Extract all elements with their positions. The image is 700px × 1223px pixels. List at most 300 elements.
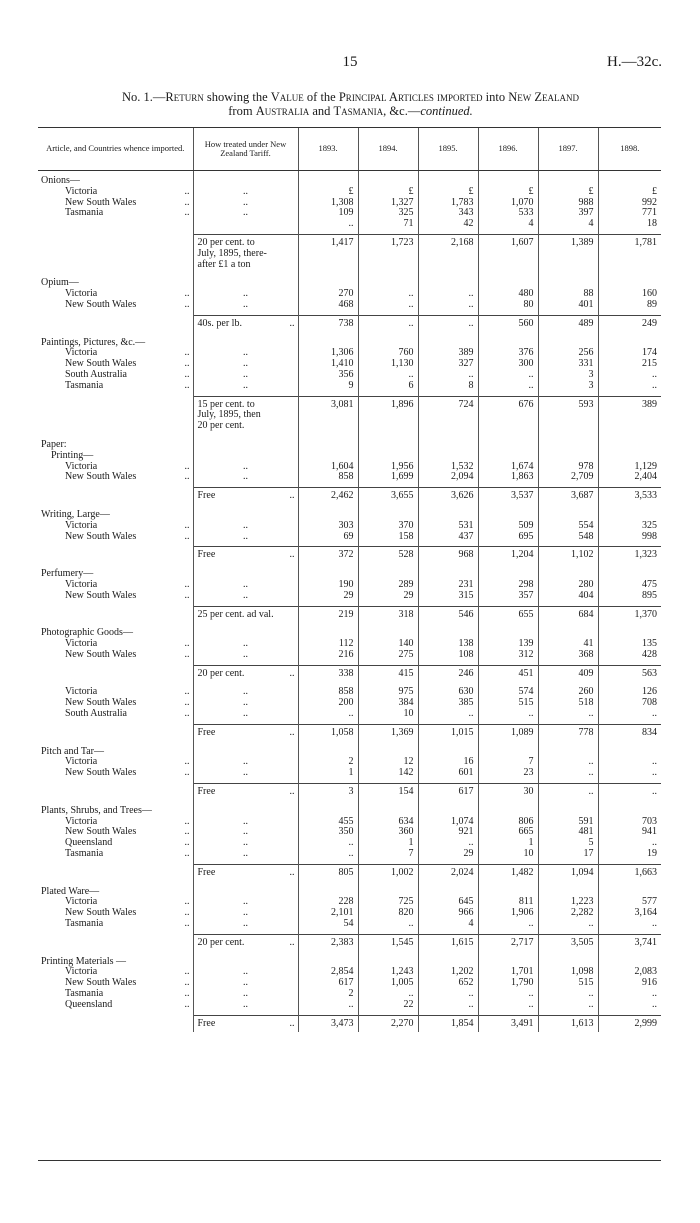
total-value: 1,102 bbox=[538, 547, 598, 564]
total-value: 528 bbox=[358, 547, 418, 564]
year-values: £ 992 771 18 bbox=[642, 185, 657, 230]
value-cell bbox=[538, 276, 598, 315]
tariff-text: 20 per cent. bbox=[197, 936, 245, 948]
year-values: 1,306 1,410 356 9 bbox=[331, 347, 354, 391]
value-cell bbox=[538, 745, 598, 784]
value-cell bbox=[298, 955, 358, 1015]
year-values: 2,083 916 .. .. bbox=[634, 966, 657, 1010]
total-value: 3,533 bbox=[598, 488, 661, 505]
leader-dots: .. bbox=[184, 368, 190, 380]
year-values: 811 1,906 .. bbox=[511, 896, 534, 930]
total-value: 1,615 bbox=[418, 934, 478, 951]
tariff-text: 25 per cent. ad val. bbox=[197, 608, 274, 620]
tariff-text: Free bbox=[197, 490, 216, 502]
leader-dots: .. bbox=[184, 686, 190, 698]
year-values: 591 481 5 17 bbox=[578, 815, 594, 860]
article-heading: Printing Materials — bbox=[41, 955, 126, 967]
header-row bbox=[38, 128, 661, 171]
leader-dots: .. bbox=[243, 471, 248, 483]
total-value: 3,537 bbox=[478, 488, 538, 505]
title-part: , &c.— bbox=[383, 104, 421, 118]
tariff-cell bbox=[193, 885, 298, 935]
tariff-cell bbox=[193, 508, 298, 547]
leader-dots: .. bbox=[289, 936, 295, 948]
tariff-treatment bbox=[193, 396, 298, 435]
total-value: 617 bbox=[418, 784, 478, 801]
column-header-article: Article, and Countries whence imported. bbox=[38, 128, 193, 171]
total-value: 1,417 bbox=[298, 234, 358, 273]
value-cell bbox=[598, 276, 661, 315]
country-line bbox=[41, 768, 190, 779]
country-name: Victoria bbox=[65, 460, 98, 472]
year-values: 475 895 bbox=[642, 578, 657, 601]
total-value: 451 bbox=[478, 665, 538, 682]
total-value: 2,383 bbox=[298, 934, 358, 951]
total-value: 1,663 bbox=[598, 864, 661, 881]
value-cell bbox=[298, 804, 358, 864]
article-cell bbox=[38, 567, 193, 606]
total-value: 655 bbox=[478, 606, 538, 623]
total-value: 2,462 bbox=[298, 488, 358, 505]
country-name: New South Wales bbox=[65, 589, 137, 601]
leader-dots: .. bbox=[243, 288, 248, 300]
total-value: 560 bbox=[478, 315, 538, 332]
bottom-rule bbox=[38, 1160, 661, 1161]
year-values: 760 1,130 .. 6 bbox=[391, 347, 414, 391]
total-row bbox=[38, 488, 661, 505]
country-name: New South Wales bbox=[65, 358, 137, 370]
year-values: 289 29 bbox=[398, 578, 414, 601]
year-values: £ 988 397 4 bbox=[578, 185, 594, 230]
article-cell bbox=[38, 745, 193, 784]
value-cell bbox=[298, 626, 358, 665]
leader-dots: .. bbox=[184, 471, 190, 483]
leader-dots: .. bbox=[184, 708, 190, 720]
leader-dots: .. bbox=[243, 697, 248, 709]
country-name: New South Wales bbox=[65, 530, 137, 542]
value-cell bbox=[358, 508, 418, 547]
year-values: 139 312 bbox=[518, 638, 534, 660]
leader-dots: .. bbox=[243, 207, 248, 219]
column-header-year: 1896. bbox=[478, 128, 538, 171]
year-values: 231 315 bbox=[458, 578, 474, 601]
value-cell bbox=[298, 508, 358, 547]
total-value: 409 bbox=[538, 665, 598, 682]
value-cell bbox=[298, 438, 358, 488]
leader-dots: .. bbox=[184, 358, 190, 370]
year-values: 531 437 bbox=[458, 519, 474, 542]
value-cell bbox=[538, 626, 598, 665]
country-name: Victoria bbox=[65, 288, 98, 300]
year-values: 260 518 .. bbox=[578, 686, 594, 720]
total-value: .. bbox=[358, 315, 418, 332]
leader-dots: .. bbox=[184, 519, 190, 531]
total-row bbox=[38, 864, 661, 881]
country-line bbox=[41, 532, 190, 543]
leader-dots: .. bbox=[184, 530, 190, 542]
table-title-line2 bbox=[38, 104, 663, 119]
leader-dots: .. bbox=[243, 815, 248, 827]
total-row bbox=[38, 665, 661, 682]
page-number: 15 bbox=[342, 54, 358, 70]
article-cell bbox=[38, 438, 193, 488]
country-line bbox=[41, 591, 190, 602]
title-part: New Zealand bbox=[508, 90, 579, 104]
year-values: 1,674 1,863 bbox=[511, 460, 534, 483]
value-cell bbox=[478, 955, 538, 1015]
title-part: Australia bbox=[255, 104, 310, 118]
tariff-treatment bbox=[193, 488, 298, 505]
country-name: Victoria bbox=[65, 638, 98, 650]
leader-dots: .. bbox=[289, 317, 295, 329]
value-cell bbox=[298, 174, 358, 234]
total-value: 2,999 bbox=[598, 1015, 661, 1032]
total-value: 778 bbox=[538, 724, 598, 741]
year-values: 88 401 bbox=[578, 288, 594, 310]
leader-dots: .. bbox=[243, 918, 248, 930]
article-row bbox=[38, 567, 661, 606]
value-cell bbox=[478, 276, 538, 315]
tariff-text: 40s. per lb. bbox=[197, 317, 242, 329]
country-name: New South Wales bbox=[65, 471, 137, 483]
total-value: 1,896 bbox=[358, 396, 418, 435]
total-value: 563 bbox=[598, 665, 661, 682]
value-cell bbox=[598, 685, 661, 724]
leader-dots: .. bbox=[184, 767, 190, 779]
tariff-cell bbox=[193, 336, 298, 396]
value-cell bbox=[538, 685, 598, 724]
country-name: Tasmania bbox=[65, 207, 104, 219]
total-value: 249 bbox=[598, 315, 661, 332]
value-cell bbox=[478, 626, 538, 665]
leader-dots: .. bbox=[184, 977, 190, 989]
leader-dots: .. bbox=[184, 815, 190, 827]
country-name: Tasmania bbox=[65, 918, 104, 930]
year-values: £ 1,327 325 71 bbox=[391, 185, 414, 230]
article-row bbox=[38, 174, 661, 234]
leader-dots: .. bbox=[243, 988, 248, 1000]
leader-dots: .. bbox=[243, 837, 248, 849]
tariff-text: 20 per cent. bbox=[197, 667, 245, 679]
article-heading: Photographic Goods— bbox=[41, 627, 133, 639]
value-cell bbox=[598, 438, 661, 488]
year-values: 41 368 bbox=[578, 638, 594, 660]
leader-dots: .. bbox=[289, 1017, 295, 1029]
value-cell bbox=[598, 626, 661, 665]
value-cell bbox=[358, 685, 418, 724]
value-cell bbox=[358, 438, 418, 488]
leader-dots: .. bbox=[184, 837, 190, 849]
year-values: 126 708 .. bbox=[642, 686, 657, 720]
leader-dots: .. bbox=[243, 896, 248, 908]
leader-dots: .. bbox=[184, 288, 190, 300]
year-values: £ 1,308 109 .. bbox=[331, 185, 354, 230]
total-value: 1,607 bbox=[478, 234, 538, 273]
tariff-cell bbox=[193, 438, 298, 488]
year-values: 975 384 10 bbox=[398, 686, 414, 720]
total-row bbox=[38, 784, 661, 801]
leader-dots: .. bbox=[184, 998, 190, 1010]
leader-dots: .. bbox=[184, 988, 190, 1000]
leader-dots: .. bbox=[184, 648, 190, 660]
total-value: 2,168 bbox=[418, 234, 478, 273]
year-values: 1,074 921 .. 29 bbox=[451, 815, 474, 860]
value-cell bbox=[358, 804, 418, 864]
title-part: continued. bbox=[420, 104, 473, 118]
tariff-treatment bbox=[193, 665, 298, 682]
year-values: 140 275 bbox=[398, 638, 414, 660]
total-value: 1,545 bbox=[358, 934, 418, 951]
year-values: 160 89 bbox=[642, 288, 657, 310]
country-name: Queensland bbox=[65, 998, 113, 1010]
year-values: 7 23 bbox=[523, 756, 534, 779]
country-name: Victoria bbox=[65, 686, 98, 698]
value-cell bbox=[358, 336, 418, 396]
article-heading: Writing, Large— bbox=[41, 508, 110, 520]
year-values: 135 428 bbox=[642, 638, 657, 660]
column-header-year: 1897. bbox=[538, 128, 598, 171]
value-cell bbox=[418, 745, 478, 784]
tariff-treatment bbox=[193, 234, 298, 273]
article-row bbox=[38, 685, 661, 724]
value-cell bbox=[478, 885, 538, 935]
article-heading: Printing— bbox=[51, 449, 94, 461]
year-values: 270 468 bbox=[338, 288, 354, 310]
tariff-text: 20 per cent. to July, 1895, there- after £1 a ton bbox=[197, 236, 267, 270]
article-cell bbox=[38, 885, 193, 935]
leader-dots: .. bbox=[243, 966, 248, 978]
table-body bbox=[38, 171, 661, 1033]
total-value: 2,717 bbox=[478, 934, 538, 951]
tariff-treatment bbox=[193, 724, 298, 741]
article-row bbox=[38, 745, 661, 784]
value-cell bbox=[418, 276, 478, 315]
tariff-cell bbox=[193, 567, 298, 606]
year-values: 298 357 bbox=[518, 578, 534, 601]
country-name: New South Wales bbox=[65, 977, 137, 989]
leader-dots: .. bbox=[289, 786, 295, 798]
leader-dots: .. bbox=[184, 379, 190, 391]
total-value: 338 bbox=[298, 665, 358, 682]
value-cell bbox=[418, 567, 478, 606]
value-cell bbox=[358, 885, 418, 935]
leader-dots: .. bbox=[243, 347, 248, 359]
year-values: 858 200 .. bbox=[338, 686, 354, 720]
year-values: £ 1,070 533 4 bbox=[511, 185, 534, 230]
total-value: 219 bbox=[298, 606, 358, 623]
leader-dots: .. bbox=[184, 185, 190, 197]
country-line bbox=[41, 1000, 190, 1011]
total-value: 1,094 bbox=[538, 864, 598, 881]
leader-dots: .. bbox=[243, 368, 248, 380]
tariff-text: Free bbox=[197, 786, 216, 798]
country-name: New South Wales bbox=[65, 907, 137, 919]
title-part: of the bbox=[303, 90, 339, 104]
value-cell bbox=[418, 438, 478, 488]
total-value: 1,723 bbox=[358, 234, 418, 273]
leader-dots: .. bbox=[243, 826, 248, 838]
value-cell bbox=[298, 885, 358, 935]
value-cell bbox=[358, 745, 418, 784]
year-values: £ 1,783 343 42 bbox=[451, 185, 474, 230]
country-line bbox=[41, 709, 190, 720]
tariff-cell bbox=[193, 626, 298, 665]
total-value: 318 bbox=[358, 606, 418, 623]
year-values: 978 2,709 bbox=[571, 460, 594, 483]
year-values: 1,701 1,790 .. .. bbox=[511, 966, 534, 1010]
title-part: Tasmania bbox=[333, 104, 384, 118]
country-name: New South Wales bbox=[65, 196, 137, 208]
total-value: 246 bbox=[418, 665, 478, 682]
leader-dots: .. bbox=[184, 196, 190, 208]
year-values: 280 404 bbox=[578, 578, 594, 601]
value-cell bbox=[478, 745, 538, 784]
leader-dots: .. bbox=[243, 977, 248, 989]
year-values: 806 665 1 10 bbox=[518, 815, 534, 860]
total-value: 1,854 bbox=[418, 1015, 478, 1032]
total-value: 1,369 bbox=[358, 724, 418, 741]
year-values: 228 2,101 54 bbox=[331, 896, 354, 930]
value-cell bbox=[538, 804, 598, 864]
value-cell bbox=[298, 567, 358, 606]
country-name: New South Wales bbox=[65, 697, 137, 709]
total-value: 489 bbox=[538, 315, 598, 332]
year-values: .. .. bbox=[408, 288, 414, 310]
tariff-cell bbox=[193, 685, 298, 724]
leader-dots: .. bbox=[289, 549, 295, 561]
total-value: 738 bbox=[298, 315, 358, 332]
title-part: Value bbox=[270, 90, 304, 104]
value-cell bbox=[418, 174, 478, 234]
leader-dots: .. bbox=[184, 347, 190, 359]
article-row bbox=[38, 885, 661, 935]
article-cell bbox=[38, 276, 193, 315]
total-value: 1,389 bbox=[538, 234, 598, 273]
title-part: Principal Articles imported bbox=[338, 90, 483, 104]
value-cell bbox=[418, 885, 478, 935]
year-values: 12 142 bbox=[398, 756, 414, 779]
year-values: 1,956 1,699 bbox=[391, 460, 414, 483]
value-cell bbox=[358, 955, 418, 1015]
leader-dots: .. bbox=[184, 896, 190, 908]
leader-dots: .. bbox=[184, 848, 190, 860]
article-row bbox=[38, 626, 661, 665]
value-cell bbox=[298, 276, 358, 315]
total-value: 372 bbox=[298, 547, 358, 564]
year-values: 703 941 .. 19 bbox=[642, 815, 657, 860]
value-cell bbox=[538, 174, 598, 234]
year-values: 634 360 1 7 bbox=[398, 815, 414, 860]
leader-dots: .. bbox=[184, 298, 190, 310]
title-part: into bbox=[482, 90, 509, 104]
country-name: Victoria bbox=[65, 896, 98, 908]
article-heading: Plated Ware— bbox=[41, 885, 100, 897]
total-row bbox=[38, 934, 661, 951]
value-cell bbox=[478, 804, 538, 864]
article-cell bbox=[38, 336, 193, 396]
leader-dots: .. bbox=[184, 589, 190, 601]
value-cell bbox=[598, 174, 661, 234]
year-values: 577 3,164 .. bbox=[634, 896, 657, 930]
year-values: 16 601 bbox=[458, 756, 474, 779]
value-cell bbox=[418, 508, 478, 547]
year-values: 1,223 2,282 .. bbox=[571, 896, 594, 930]
country-line bbox=[41, 849, 190, 860]
tariff-cell bbox=[193, 804, 298, 864]
article-heading: Opium— bbox=[41, 277, 79, 289]
value-cell bbox=[478, 508, 538, 547]
country-line bbox=[41, 300, 190, 311]
total-row bbox=[38, 547, 661, 564]
year-values: 1,604 858 bbox=[331, 460, 354, 483]
leader-dots: .. bbox=[184, 918, 190, 930]
country-name: New South Wales bbox=[65, 298, 137, 310]
country-name: New South Wales bbox=[65, 767, 137, 779]
leader-dots: .. bbox=[184, 907, 190, 919]
country-line bbox=[41, 919, 190, 930]
tariff-cell bbox=[193, 955, 298, 1015]
leader-dots: .. bbox=[243, 998, 248, 1010]
year-values: 376 300 .. .. bbox=[518, 347, 534, 391]
country-name: New South Wales bbox=[65, 648, 137, 660]
leader-dots: .. bbox=[243, 648, 248, 660]
leader-dots: .. bbox=[243, 298, 248, 310]
leader-dots: .. bbox=[289, 490, 295, 502]
value-cell bbox=[598, 955, 661, 1015]
country-name: Victoria bbox=[65, 966, 98, 978]
total-value: 1,204 bbox=[478, 547, 538, 564]
article-row bbox=[38, 276, 661, 315]
total-value: 1,015 bbox=[418, 724, 478, 741]
article-row bbox=[38, 955, 661, 1015]
total-row bbox=[38, 396, 661, 435]
table-title bbox=[38, 90, 663, 105]
tariff-text: Free bbox=[197, 549, 216, 561]
year-values: 256 331 3 3 bbox=[578, 347, 594, 391]
column-header-year: 1894. bbox=[358, 128, 418, 171]
tariff-text: Free bbox=[197, 1017, 216, 1029]
leader-dots: .. bbox=[184, 826, 190, 838]
total-value: 3,081 bbox=[298, 396, 358, 435]
column-header-year: 1895. bbox=[418, 128, 478, 171]
value-cell bbox=[598, 885, 661, 935]
year-values: 480 80 bbox=[518, 288, 534, 310]
value-cell bbox=[478, 567, 538, 606]
year-values: .. .. bbox=[588, 756, 594, 779]
article-cell bbox=[38, 626, 193, 665]
value-cell bbox=[598, 804, 661, 864]
value-cell bbox=[358, 174, 418, 234]
leader-dots: .. bbox=[243, 767, 248, 779]
total-value: 3 bbox=[298, 784, 358, 801]
leader-dots: .. bbox=[243, 708, 248, 720]
value-cell bbox=[298, 336, 358, 396]
tariff-treatment bbox=[193, 864, 298, 881]
country-line bbox=[41, 198, 190, 209]
value-cell bbox=[478, 438, 538, 488]
leader-dots: .. bbox=[243, 638, 248, 650]
article-cell bbox=[38, 804, 193, 864]
value-cell bbox=[538, 955, 598, 1015]
leader-dots: .. bbox=[243, 196, 248, 208]
value-cell bbox=[358, 276, 418, 315]
country-name: Victoria bbox=[65, 756, 98, 768]
total-value: 593 bbox=[538, 396, 598, 435]
document-reference: H.—32c. bbox=[607, 54, 662, 70]
year-values: 725 820 .. bbox=[398, 896, 414, 930]
country-name: Tasmania bbox=[65, 848, 104, 860]
total-value: 1,482 bbox=[478, 864, 538, 881]
